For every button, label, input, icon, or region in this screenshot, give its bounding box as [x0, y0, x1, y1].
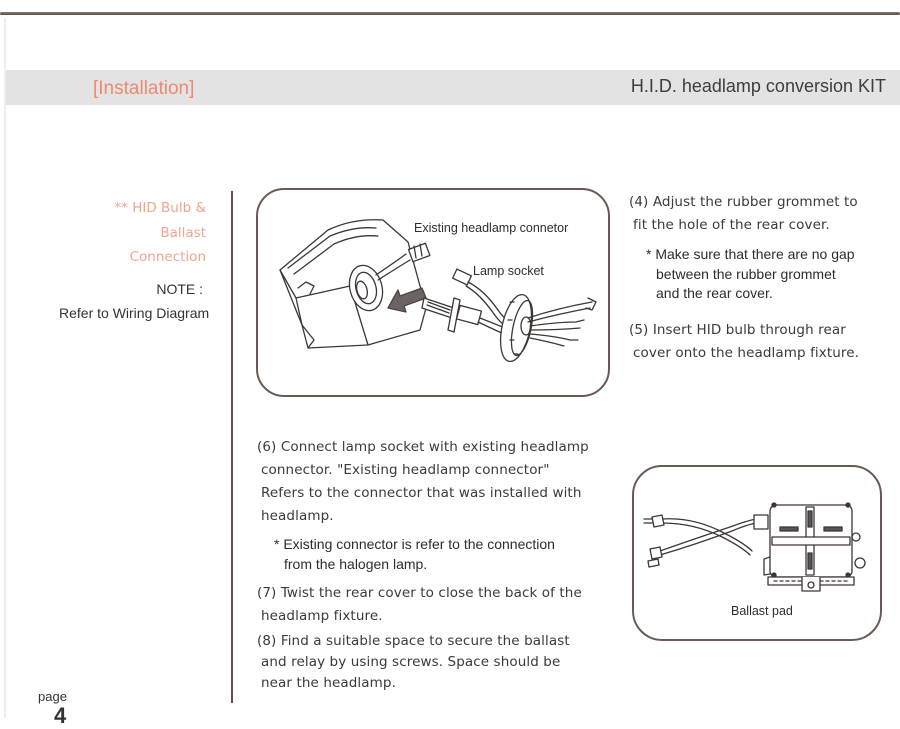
step-6-line: connector. "Existing headlamp connector" [261, 462, 550, 478]
side-heading-line: ** HID Bulb & [114, 200, 206, 216]
step-5 [629, 319, 894, 365]
section-title: [Installation] [93, 78, 195, 99]
step-7-line: (7) Twist the rear cover to close the back of the [257, 585, 582, 601]
step-4 [629, 191, 894, 237]
step-7-line: headlamp fixture. [261, 608, 383, 624]
step-4-note-line: and the rear cover. [656, 285, 773, 301]
note-label: NOTE : [156, 281, 203, 297]
wires-icon [528, 298, 596, 346]
step-6-line: (6) Connect lamp socket with existing headlamp [257, 439, 589, 455]
step-8 [257, 631, 607, 694]
step-8-line: near the headlamp. [261, 675, 396, 691]
ballast-caption: Ballast pad [731, 604, 793, 618]
step-8-line: and relay by using screws. Space should be [261, 654, 561, 670]
ballast-wires-icon [644, 515, 756, 567]
step-5-line: cover onto the headlamp fixture. [633, 345, 860, 361]
step-6-note-line: from the halogen lamp. [284, 555, 428, 572]
page-label: page [38, 689, 67, 704]
step-4-line: fit the hole of the rear cover. [633, 217, 830, 233]
ballast-figure [632, 465, 882, 641]
note-text: Refer to Wiring Diagram [59, 305, 210, 321]
side-heading-line: Ballast [160, 224, 206, 241]
top-rule [0, 12, 900, 15]
step-6-note [274, 535, 594, 574]
page-number: 4 [54, 703, 67, 728]
step-7 [257, 582, 607, 628]
side-heading-line: Connection [129, 249, 206, 265]
step-8-line: (8) Find a suitable space to secure the ballast [257, 633, 570, 649]
ballast-box-icon [754, 503, 865, 591]
callout-existing-connector: Existing headlamp connetor [414, 221, 569, 235]
step-6-line: headlamp. [261, 508, 334, 524]
vertical-divider [231, 191, 233, 703]
step-5-line: (5) Insert HID bulb through rear [629, 322, 846, 338]
step-4-note-line: between the rubber grommet [656, 265, 836, 282]
step-6-note-line: * Existing connector is refer to the connection [274, 536, 555, 552]
page-edge [4, 18, 6, 718]
step-6 [257, 436, 607, 528]
callout-lamp-socket: Lamp socket [473, 264, 544, 278]
step-4-line: (4) Adjust the rubber grommet to [629, 194, 858, 210]
step-4-note [646, 245, 886, 304]
product-title: H.I.D. headlamp conversion KIT [630, 76, 886, 96]
step-6-line: Refers to the connector that was installed with [261, 485, 582, 501]
rear-cover-icon [495, 292, 537, 364]
side-heading [114, 196, 206, 270]
step-4-note-line: * Make sure that there are no gap [646, 246, 855, 262]
headlamp-figure [256, 188, 610, 397]
